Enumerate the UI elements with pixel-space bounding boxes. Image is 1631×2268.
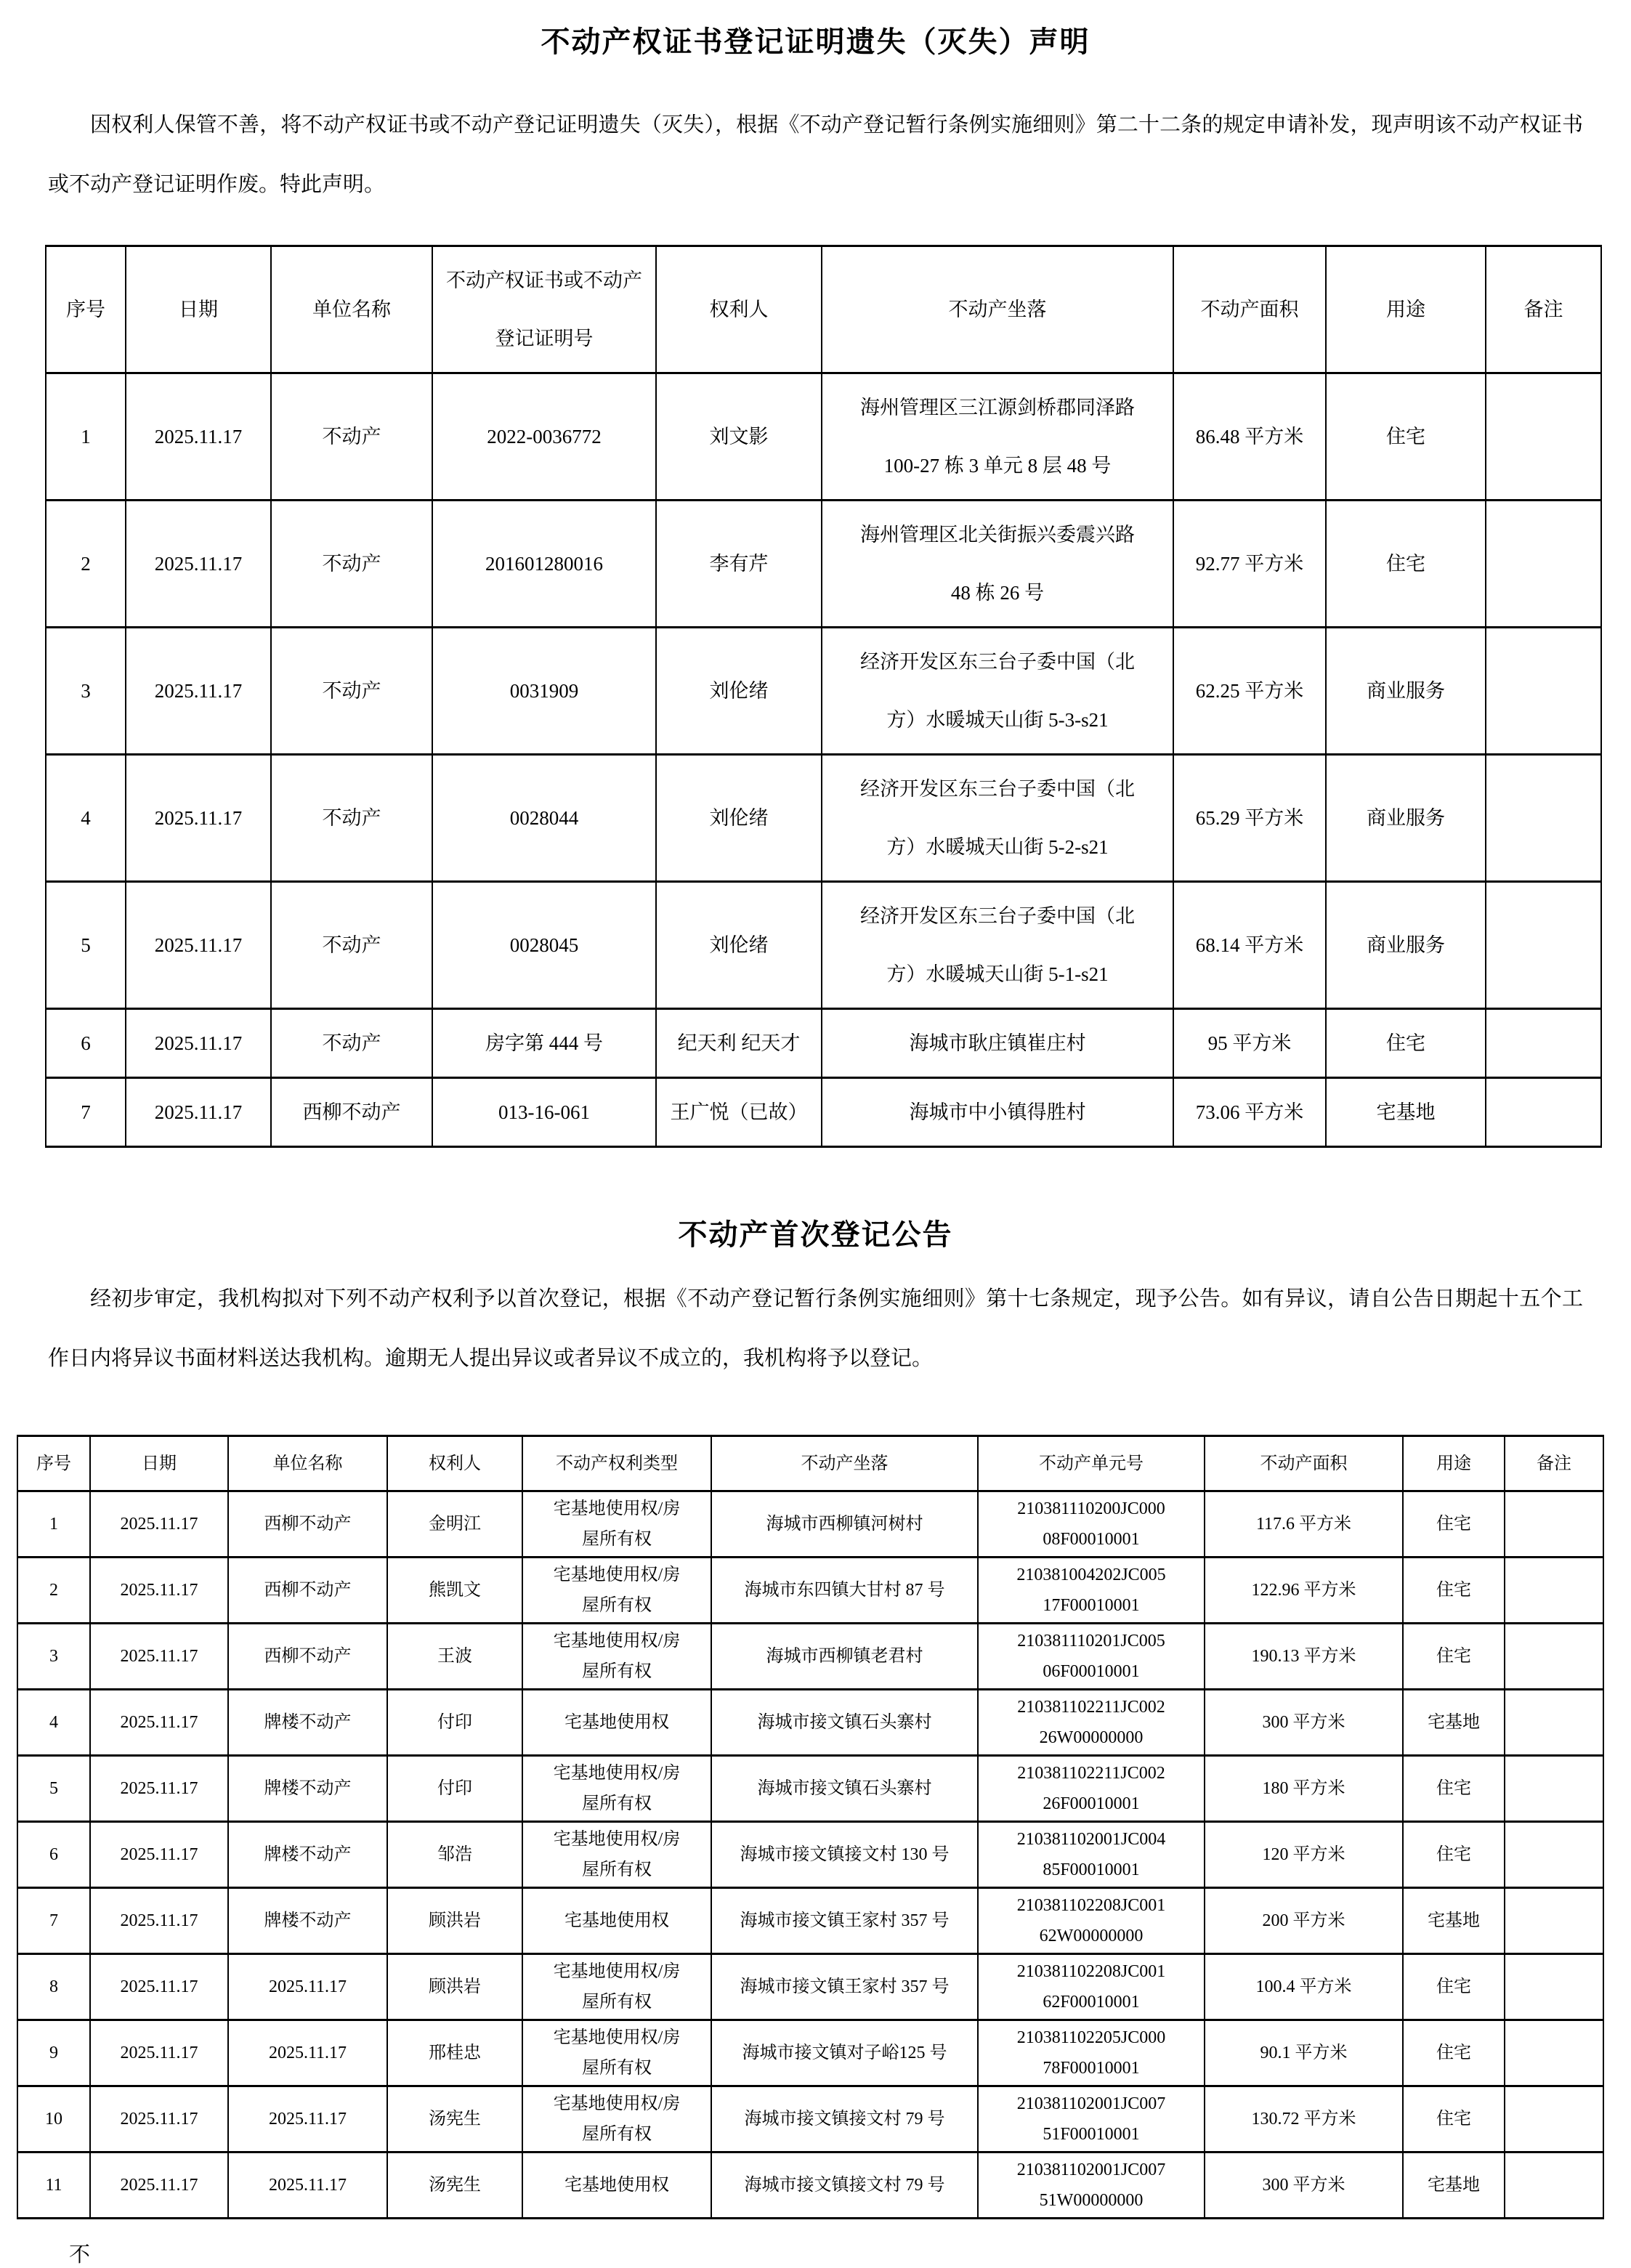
table-cell: 住宅 xyxy=(1326,1009,1486,1078)
table-cell: 120 平方米 xyxy=(1205,1822,1403,1888)
table-cell: 住宅 xyxy=(1403,2086,1505,2152)
table-cell xyxy=(1486,755,1601,882)
table-cell xyxy=(1486,373,1601,501)
table-cell: 宅基地 xyxy=(1403,1690,1505,1756)
table-cell: 2025.11.17 xyxy=(90,1624,228,1690)
table-cell: 宅基地使用权/房屋所有权 xyxy=(522,1558,711,1624)
table-cell: 刘文影 xyxy=(656,373,822,501)
first-registration-table-body xyxy=(17,1491,1603,2219)
column-header: 不动产面积 xyxy=(1205,1436,1403,1491)
table-cell xyxy=(1505,1822,1603,1888)
column-header: 用途 xyxy=(1326,246,1486,373)
table-cell: 2025.11.17 xyxy=(90,2020,228,2086)
table-row xyxy=(46,501,1601,628)
table-cell: 住宅 xyxy=(1403,1756,1505,1822)
table-cell: 100.4 平方米 xyxy=(1205,1954,1403,2020)
table-cell: 付印 xyxy=(387,1756,522,1822)
table-cell: 宅基地使用权/房屋所有权 xyxy=(522,1822,711,1888)
column-header: 权利人 xyxy=(387,1436,522,1491)
table-cell: 商业服务 xyxy=(1326,882,1486,1009)
table-row xyxy=(17,1954,1603,2020)
table-cell: 6 xyxy=(46,1009,126,1078)
table-cell: 付印 xyxy=(387,1690,522,1756)
truncated-text-fragment: 不 xyxy=(69,2243,91,2267)
table-cell: 熊凯文 xyxy=(387,1558,522,1624)
table-cell: 李有芹 xyxy=(656,501,822,628)
column-header: 日期 xyxy=(90,1436,228,1491)
table-cell: 海城市接文镇接文村 130 号 xyxy=(711,1822,978,1888)
table-cell: 海城市接文镇王家村 357 号 xyxy=(711,1954,978,2020)
table-cell: 宅基地使用权/房屋所有权 xyxy=(522,2086,711,2152)
lost-certificate-table xyxy=(45,245,1602,1148)
table-cell: 013-16-061 xyxy=(432,1078,656,1147)
table-cell: 刘伦绪 xyxy=(656,755,822,882)
table-cell: 不动产 xyxy=(271,628,432,755)
table-cell: 5 xyxy=(17,1756,90,1822)
table-cell: 7 xyxy=(46,1078,126,1147)
table-cell: 海城市耿庄镇崔庄村 xyxy=(822,1009,1173,1078)
table-row xyxy=(46,373,1601,501)
column-header: 序号 xyxy=(17,1436,90,1491)
table-cell: 海城市接文镇石头寨村 xyxy=(711,1690,978,1756)
table-row xyxy=(17,1756,1603,1822)
table-cell: 210381110201JC00506F00010001 xyxy=(978,1624,1205,1690)
table-cell: 牌楼不动产 xyxy=(228,1690,387,1756)
table-cell: 宅基地使用权/房屋所有权 xyxy=(522,1954,711,2020)
table-cell: 200 平方米 xyxy=(1205,1888,1403,1954)
table-cell: 3 xyxy=(17,1624,90,1690)
table-row xyxy=(17,2086,1603,2152)
table-cell: 10 xyxy=(17,2086,90,2152)
table-cell: 宅基地 xyxy=(1326,1078,1486,1147)
table-cell: 刘伦绪 xyxy=(656,628,822,755)
table-cell: 2022-0036772 xyxy=(432,373,656,501)
table-cell: 62.25 平方米 xyxy=(1173,628,1326,755)
column-header: 不动产单元号 xyxy=(978,1436,1205,1491)
table-cell xyxy=(1505,1624,1603,1690)
table-cell: 牌楼不动产 xyxy=(228,1888,387,1954)
table-cell: 不动产 xyxy=(271,373,432,501)
table-cell: 海城市东四镇大甘村 87 号 xyxy=(711,1558,978,1624)
table-cell: 300 平方米 xyxy=(1205,2152,1403,2219)
column-header: 单位名称 xyxy=(271,246,432,373)
table-cell: 210381102208JC00162W00000000 xyxy=(978,1888,1205,1954)
table-cell: 西柳不动产 xyxy=(228,1558,387,1624)
table-cell: 2025.11.17 xyxy=(126,882,271,1009)
table-cell: 住宅 xyxy=(1403,1822,1505,1888)
table-row xyxy=(46,1009,1601,1078)
table-cell: 201601280016 xyxy=(432,501,656,628)
table-cell: 海州管理区三江源剑桥郡同泽路 100-27 栋 3 单元 8 层 48 号 xyxy=(822,373,1173,501)
table-row xyxy=(46,1078,1601,1147)
table-cell: 2 xyxy=(46,501,126,628)
column-header: 序号 xyxy=(46,246,126,373)
table-cell: 2025.11.17 xyxy=(90,1822,228,1888)
table-cell: 牌楼不动产 xyxy=(228,1822,387,1888)
section2-intro: 经初步审定，我机构拟对下列不动产权利予以首次登记，根据《不动产登记暂行条例实施细则》第十七条规定，现予公告。如有异议，请自公告日期起十五个工作日内将异议书面材料送达我机构。逾期无人提出异议或者异议不成立的，我机构将予以登记。 xyxy=(48,1287,1583,1370)
table-cell: 住宅 xyxy=(1403,1624,1505,1690)
header-row xyxy=(17,1436,1603,1491)
table-cell: 2025.11.17 xyxy=(228,1954,387,2020)
table-cell: 130.72 平方米 xyxy=(1205,2086,1403,2152)
table-cell: 5 xyxy=(46,882,126,1009)
table-cell: 邢桂忠 xyxy=(387,2020,522,2086)
table-cell: 海城市西柳镇老君村 xyxy=(711,1624,978,1690)
table-cell: 刘伦绪 xyxy=(656,882,822,1009)
table-cell: 商业服务 xyxy=(1326,755,1486,882)
table-cell: 2025.11.17 xyxy=(126,501,271,628)
column-header: 不动产坐落 xyxy=(822,246,1173,373)
table-cell: 65.29 平方米 xyxy=(1173,755,1326,882)
table-cell xyxy=(1486,501,1601,628)
table-cell: 2025.11.17 xyxy=(90,1888,228,1954)
table-cell: 不动产 xyxy=(271,755,432,882)
table-cell: 180 平方米 xyxy=(1205,1756,1403,1822)
column-header: 日期 xyxy=(126,246,271,373)
table-cell xyxy=(1505,2086,1603,2152)
table-cell xyxy=(1505,1558,1603,1624)
table-cell: 西柳不动产 xyxy=(228,1491,387,1558)
table-cell: 金明江 xyxy=(387,1491,522,1558)
table-cell: 西柳不动产 xyxy=(228,1624,387,1690)
table-cell: 王波 xyxy=(387,1624,522,1690)
table-cell: 210381102211JC00226W00000000 xyxy=(978,1690,1205,1756)
table-row xyxy=(17,1624,1603,1690)
table-row xyxy=(46,628,1601,755)
column-header: 不动产面积 xyxy=(1173,246,1326,373)
table-cell: 1 xyxy=(46,373,126,501)
table-cell xyxy=(1505,2020,1603,2086)
section2-title: 不动产首次登记公告 xyxy=(678,1218,953,1251)
table-cell: 210381102001JC00751W00000000 xyxy=(978,2152,1205,2219)
table-cell: 不动产 xyxy=(271,501,432,628)
table-cell: 2025.11.17 xyxy=(228,2152,387,2219)
table-cell: 海城市西柳镇河树村 xyxy=(711,1491,978,1558)
table-cell: 宅基地使用权 xyxy=(522,2152,711,2219)
table-cell: 住宅 xyxy=(1403,2020,1505,2086)
table-cell: 住宅 xyxy=(1326,373,1486,501)
table-cell: 汤宪生 xyxy=(387,2152,522,2219)
table-cell: 210381102001JC00485F00010001 xyxy=(978,1822,1205,1888)
table-cell: 2025.11.17 xyxy=(90,2152,228,2219)
table-cell: 2 xyxy=(17,1558,90,1624)
section1-intro: 因权利人保管不善，将不动产权证书或不动产登记证明遗失（灭失），根据《不动产登记暂行条例实施细则》第二十二条的规定申请补发，现声明该不动产权证书或不动产登记证明作废。特此声明。 xyxy=(48,113,1583,196)
table-cell: 0028044 xyxy=(432,755,656,882)
table-cell: 300 平方米 xyxy=(1205,1690,1403,1756)
column-header: 单位名称 xyxy=(228,1436,387,1491)
column-header: 不动产坐落 xyxy=(711,1436,978,1491)
table-cell: 3 xyxy=(46,628,126,755)
table-cell: 宅基地使用权 xyxy=(522,1690,711,1756)
table-cell: 0031909 xyxy=(432,628,656,755)
table-cell: 2025.11.17 xyxy=(90,2086,228,2152)
table-cell: 经济开发区东三台子委中国（北方）水暖城天山街 5-2-s21 xyxy=(822,755,1173,882)
table-cell: 11 xyxy=(17,2152,90,2219)
section1-title: 不动产权证书登记证明遗失（灭失）声明 xyxy=(541,25,1090,58)
table-cell: 邹浩 xyxy=(387,1822,522,1888)
table-cell: 住宅 xyxy=(1403,1558,1505,1624)
table-cell: 海城市接文镇接文村 79 号 xyxy=(711,2086,978,2152)
table-cell: 房字第 444 号 xyxy=(432,1009,656,1078)
table-cell: 2025.11.17 xyxy=(90,1491,228,1558)
table-cell: 宅基地 xyxy=(1403,1888,1505,1954)
table-cell: 4 xyxy=(46,755,126,882)
table-cell: 2025.11.17 xyxy=(126,1078,271,1147)
table-cell: 0028045 xyxy=(432,882,656,1009)
table-cell: 210381102205JC00078F00010001 xyxy=(978,2020,1205,2086)
table-cell: 2025.11.17 xyxy=(126,755,271,882)
table-cell: 6 xyxy=(17,1822,90,1888)
table-cell xyxy=(1505,1690,1603,1756)
table-row xyxy=(17,1690,1603,1756)
table-cell: 68.14 平方米 xyxy=(1173,882,1326,1009)
table-cell: 海城市接文镇王家村 357 号 xyxy=(711,1888,978,1954)
table-cell: 宅基地 xyxy=(1403,2152,1505,2219)
table-cell: 210381102001JC00751F00010001 xyxy=(978,2086,1205,2152)
table-cell: 宅基地使用权/房屋所有权 xyxy=(522,1756,711,1822)
table-cell: 90.1 平方米 xyxy=(1205,2020,1403,2086)
table-cell: 210381110200JC00008F00010001 xyxy=(978,1491,1205,1558)
table-cell: 商业服务 xyxy=(1326,628,1486,755)
table-cell: 宅基地使用权/房屋所有权 xyxy=(522,2020,711,2086)
table-cell: 2025.11.17 xyxy=(90,1756,228,1822)
table-row xyxy=(17,1888,1603,1954)
column-header: 备注 xyxy=(1505,1436,1603,1491)
table-row xyxy=(46,882,1601,1009)
table-cell xyxy=(1486,1078,1601,1147)
table-cell: 海城市接文镇接文村 79 号 xyxy=(711,2152,978,2219)
table-cell: 牌楼不动产 xyxy=(228,1756,387,1822)
table-row xyxy=(17,1491,1603,1558)
table-cell: 2025.11.17 xyxy=(126,1009,271,1078)
table-cell: 7 xyxy=(17,1888,90,1954)
table-cell: 2025.11.17 xyxy=(90,1690,228,1756)
table-cell: 210381102208JC00162F00010001 xyxy=(978,1954,1205,2020)
table-cell: 190.13 平方米 xyxy=(1205,1624,1403,1690)
table-cell: 经济开发区东三台子委中国（北方）水暖城天山街 5-1-s21 xyxy=(822,882,1173,1009)
table-cell: 92.77 平方米 xyxy=(1173,501,1326,628)
table-cell: 73.06 平方米 xyxy=(1173,1078,1326,1147)
table-cell xyxy=(1486,628,1601,755)
table-cell: 宅基地使用权/房屋所有权 xyxy=(522,1491,711,1558)
table-cell: 2025.11.17 xyxy=(126,373,271,501)
table-cell: 宅基地使用权/房屋所有权 xyxy=(522,1624,711,1690)
table-cell: 海城市接文镇对子峪125 号 xyxy=(711,2020,978,2086)
table-row xyxy=(17,2020,1603,2086)
table-cell: 210381004202JC00517F00010001 xyxy=(978,1558,1205,1624)
table-cell: 宅基地使用权 xyxy=(522,1888,711,1954)
column-header: 不动产权利类型 xyxy=(522,1436,711,1491)
table-cell: 117.6 平方米 xyxy=(1205,1491,1403,1558)
table-cell xyxy=(1505,1756,1603,1822)
table-cell xyxy=(1505,1888,1603,1954)
column-header: 权利人 xyxy=(656,246,822,373)
table-cell: 王广悦（已故） xyxy=(656,1078,822,1147)
table-cell: 8 xyxy=(17,1954,90,2020)
table-cell: 4 xyxy=(17,1690,90,1756)
table-cell: 122.96 平方米 xyxy=(1205,1558,1403,1624)
table-cell: 顾洪岩 xyxy=(387,1888,522,1954)
table-cell: 西柳不动产 xyxy=(271,1078,432,1147)
table-cell xyxy=(1486,1009,1601,1078)
table-cell: 2025.11.17 xyxy=(90,1558,228,1624)
table-cell: 2025.11.17 xyxy=(90,1954,228,2020)
table-cell: 不动产 xyxy=(271,882,432,1009)
table-cell: 2025.11.17 xyxy=(228,2086,387,2152)
table-cell: 210381102211JC00226F00010001 xyxy=(978,1756,1205,1822)
table-cell: 顾洪岩 xyxy=(387,1954,522,2020)
lost-certificate-table-body xyxy=(46,373,1601,1147)
column-header: 用途 xyxy=(1403,1436,1505,1491)
table-cell: 86.48 平方米 xyxy=(1173,373,1326,501)
table-cell: 住宅 xyxy=(1403,1954,1505,2020)
table-cell xyxy=(1505,1491,1603,1558)
table-cell xyxy=(1505,1954,1603,2020)
table-cell: 住宅 xyxy=(1326,501,1486,628)
column-header: 不动产权证书或不动产登记证明号 xyxy=(432,246,656,373)
table-row xyxy=(17,1558,1603,1624)
table-cell: 汤宪生 xyxy=(387,2086,522,2152)
table-cell: 2025.11.17 xyxy=(228,2020,387,2086)
header-row xyxy=(46,246,1601,373)
table-cell: 9 xyxy=(17,2020,90,2086)
column-header: 备注 xyxy=(1486,246,1601,373)
table-row xyxy=(17,1822,1603,1888)
table-cell: 2025.11.17 xyxy=(126,628,271,755)
table-cell: 海州管理区北关街振兴委震兴路 48 栋 26 号 xyxy=(822,501,1173,628)
table-cell: 不动产 xyxy=(271,1009,432,1078)
table-cell: 海城市中小镇得胜村 xyxy=(822,1078,1173,1147)
table-cell: 经济开发区东三台子委中国（北方）水暖城天山街 5-3-s21 xyxy=(822,628,1173,755)
table-cell: 纪天利 纪天才 xyxy=(656,1009,822,1078)
table-row xyxy=(46,755,1601,882)
table-cell: 95 平方米 xyxy=(1173,1009,1326,1078)
table-cell: 海城市接文镇石头寨村 xyxy=(711,1756,978,1822)
first-registration-table xyxy=(17,1435,1604,2219)
table-cell: 住宅 xyxy=(1403,1491,1505,1558)
table-cell xyxy=(1486,882,1601,1009)
table-cell: 1 xyxy=(17,1491,90,1558)
